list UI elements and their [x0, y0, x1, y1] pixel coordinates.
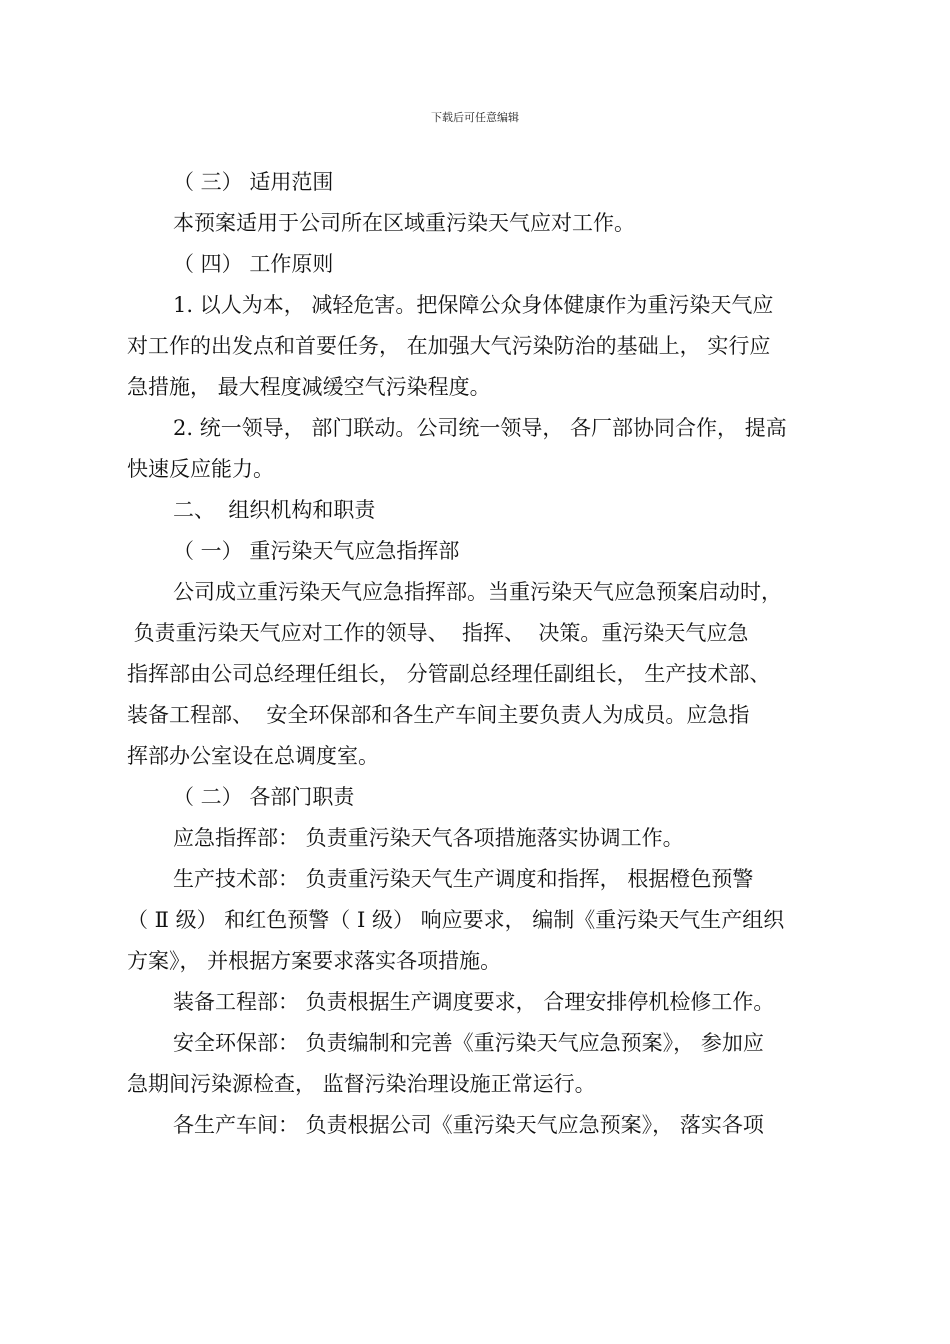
paragraph-line: 本预案适用于公司所在区域重污染天气应对工作。: [173, 211, 635, 235]
paragraph-line: 急期间污染源检查， 监督污染治理设施正常运行。: [127, 1072, 596, 1096]
paragraph-line: 急措施， 最大程度减缓空气污染程度。: [127, 375, 491, 399]
paragraph-line: 方案》， 并根据方案要求落实各项措施。: [127, 949, 502, 973]
section-heading-scope: （ 三） 适用范围: [173, 170, 334, 194]
section-heading-principles: （ 四） 工作原则: [173, 252, 334, 276]
paragraph-line: 负责重污染天气应对工作的领导、 指挥、 决策。重污染天气应急: [127, 621, 749, 645]
paragraph-line: 装备工程部： 负责根据生产调度要求， 合理安排停机检修工作。: [173, 990, 775, 1014]
paragraph-line: 公司成立重污染天气应急指挥部。当重污染天气应急预案启动时，: [173, 580, 782, 604]
paragraph-line: 1. 以人为本， 减轻危害。把保障公众身体健康作为重污染天气应: [173, 293, 774, 317]
paragraph-line: 应急指挥部： 负责重污染天气各项措施落实协调工作。: [173, 826, 684, 850]
paragraph-line: （ Ⅱ 级） 和红色预警（ Ⅰ 级） 响应要求， 编制《重污染天气生产组织: [127, 908, 785, 932]
paragraph-line: 各生产车间： 负责根据公司《重污染天气应急预案》， 落实各项: [173, 1113, 764, 1137]
paragraph-line: 快速反应能力。: [127, 457, 274, 481]
paragraph-line: 装备工程部、 安全环保部和各生产车间主要负责人为成员。应急指: [127, 703, 750, 727]
section-heading-command: （ 一） 重污染天气应急指挥部: [173, 539, 460, 563]
chapter-heading-organization: 二、 组织机构和职责: [173, 498, 376, 522]
paragraph-line: 指挥部由公司总经理任组长， 分管副总经理任副组长， 生产技术部、: [127, 662, 771, 686]
paragraph-line: 生产技术部： 负责重污染天气生产调度和指挥， 根据橙色预警: [173, 867, 754, 891]
paragraph-line: 安全环保部： 负责编制和完善《重污染天气应急预案》， 参加应: [173, 1031, 764, 1055]
paragraph-line: 对工作的出发点和首要任务， 在加强大气污染防治的基础上， 实行应: [127, 334, 771, 358]
paragraph-line: 2. 统一领导， 部门联动。公司统一领导， 各厂部协同合作， 提高: [173, 416, 787, 440]
page-header-note: 下载后可任意编辑: [431, 111, 519, 124]
section-heading-duties: （ 二） 各部门职责: [173, 785, 355, 809]
paragraph-line: 挥部办公室设在总调度室。: [127, 744, 379, 768]
